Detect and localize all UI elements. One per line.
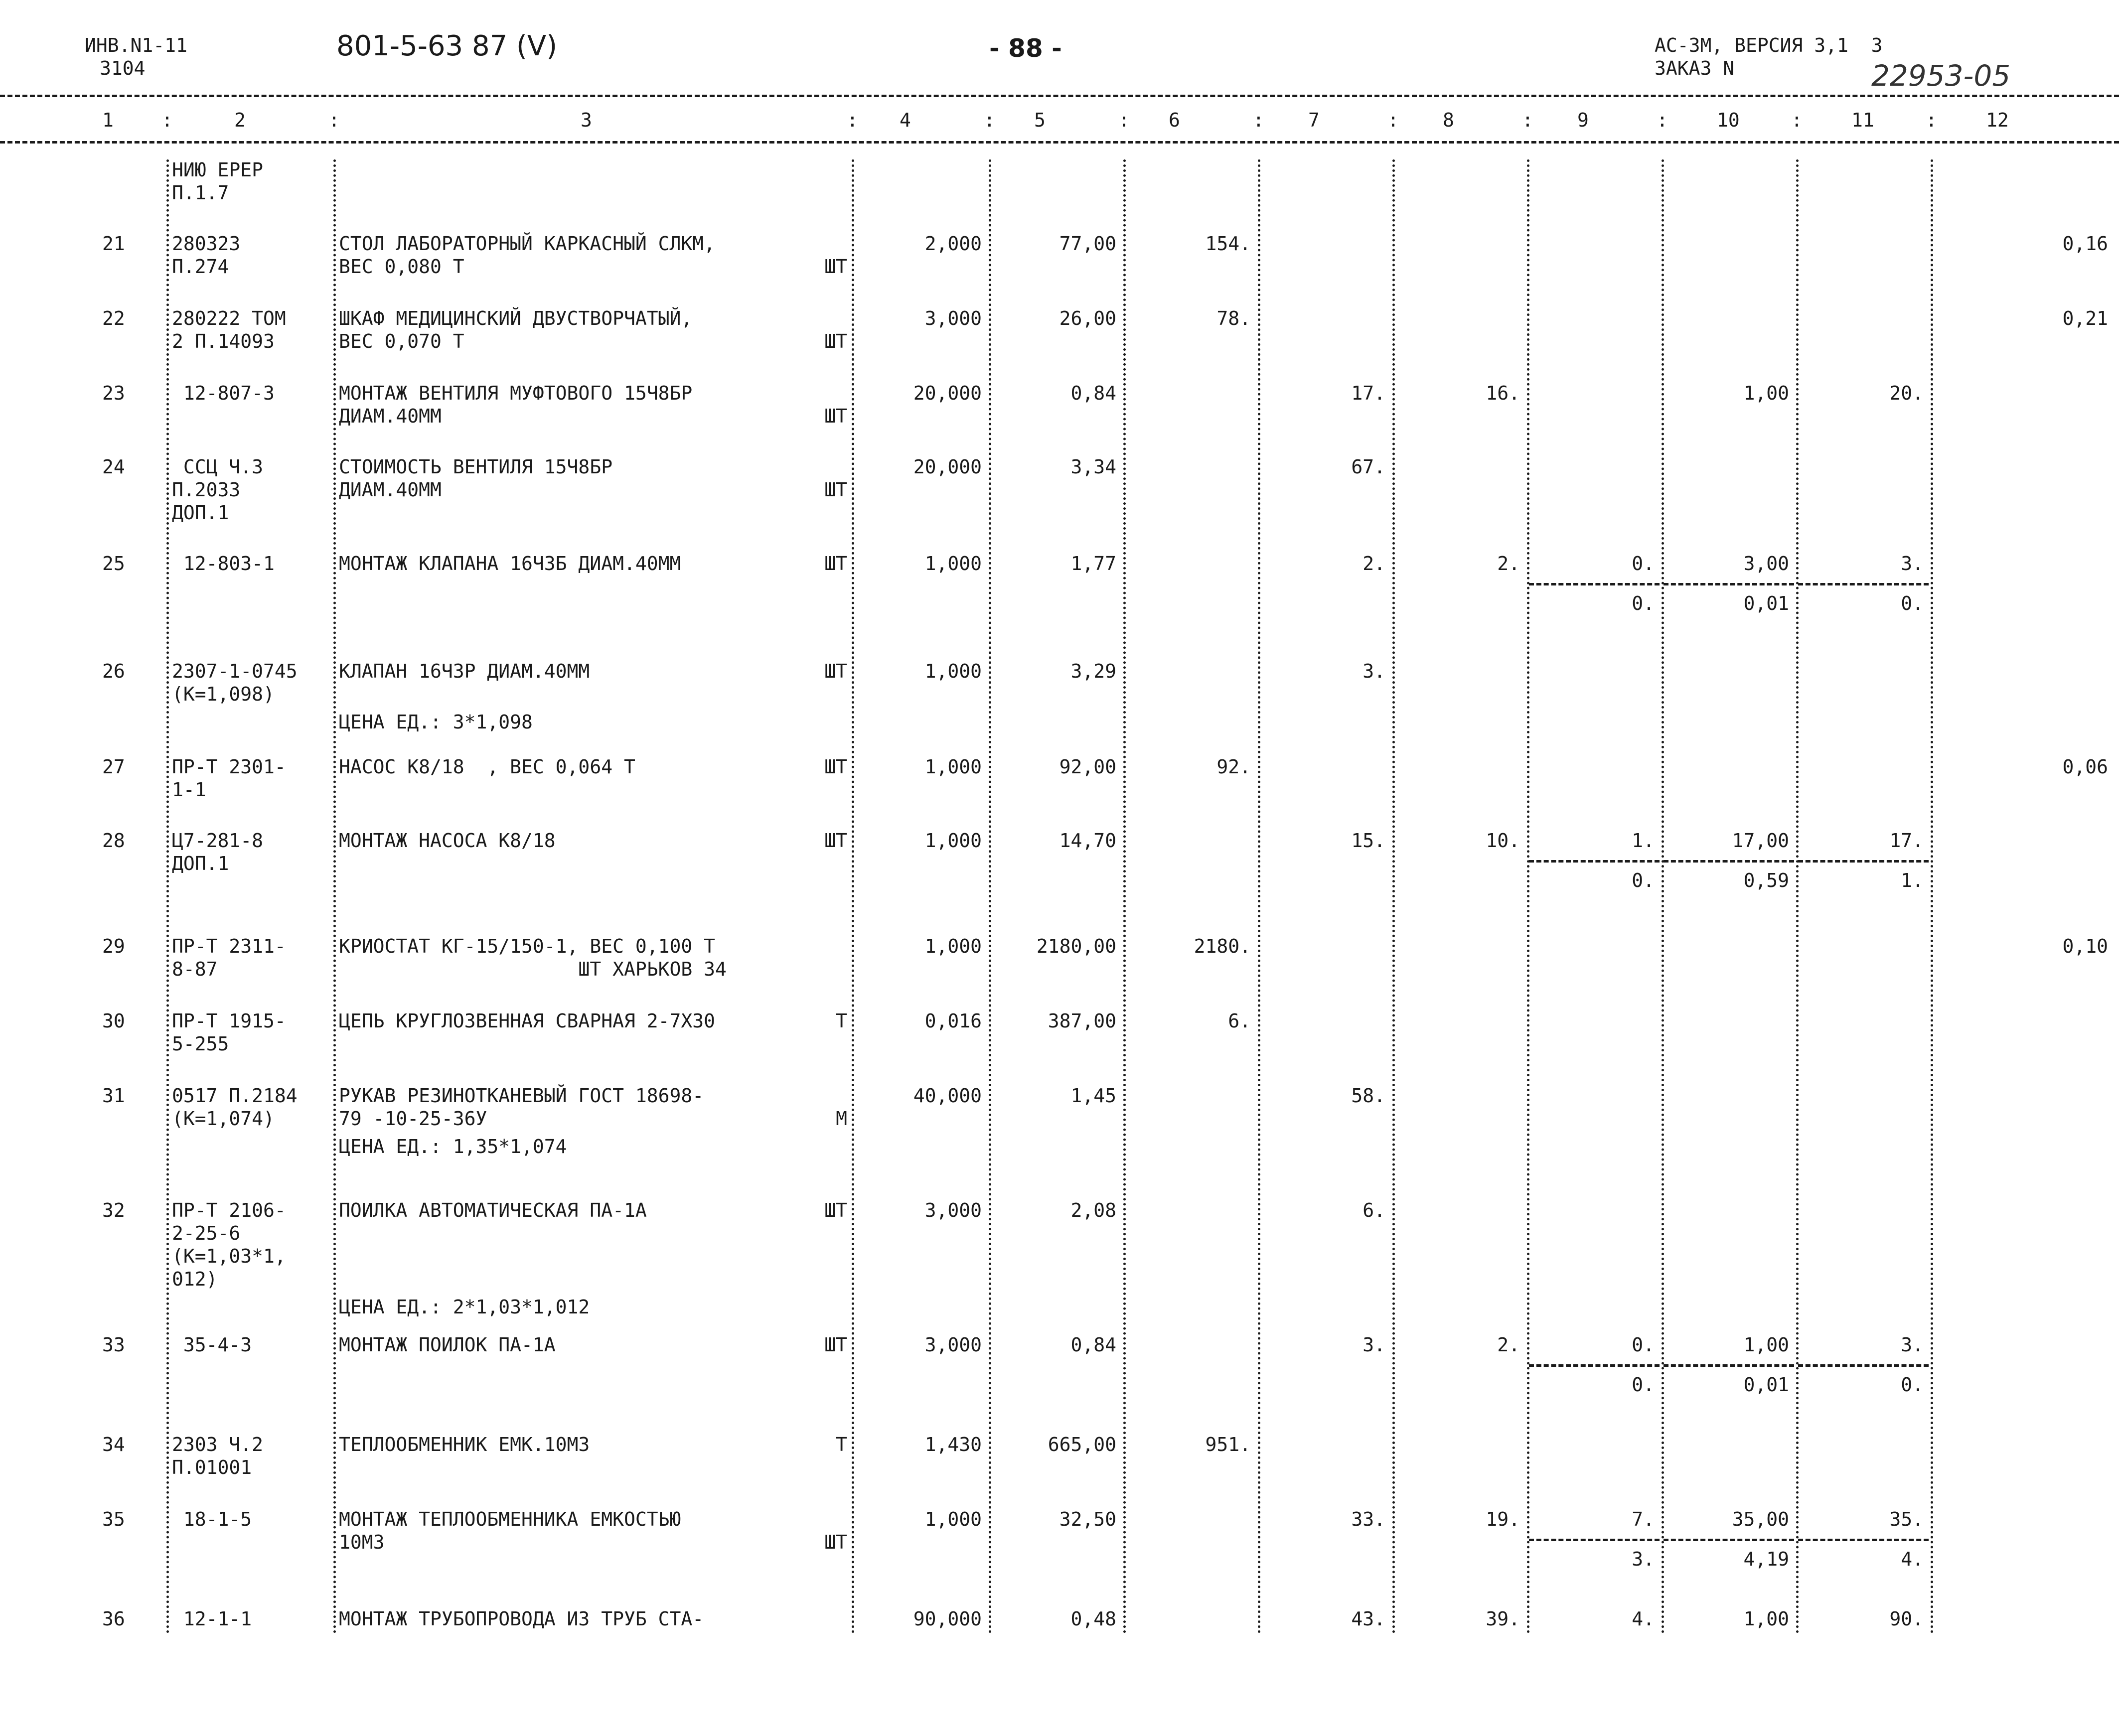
column-separator bbox=[1527, 159, 1529, 1634]
row-c8: 2. bbox=[1497, 553, 1520, 575]
row-c11: 35. bbox=[1889, 1508, 1924, 1530]
row-qty: 1,000 bbox=[924, 935, 982, 957]
row-sub-c10: 0,01 bbox=[1743, 592, 1789, 614]
row-code: ПР-Т 2106- bbox=[172, 1199, 286, 1221]
inventory-label: ИНВ.N1-11 bbox=[85, 34, 187, 56]
row-description: МОНТАЖ ВЕНТИЛЯ МУФТОВОГО 15Ч8БР bbox=[339, 382, 693, 404]
row-qty: 1,000 bbox=[924, 756, 982, 778]
row-c9: 1. bbox=[1632, 830, 1655, 852]
row-price: 14,70 bbox=[1059, 830, 1116, 852]
column-header-11: 11 bbox=[1851, 109, 1874, 131]
column-header-sep: : bbox=[328, 109, 340, 131]
subtotal-divider bbox=[1798, 860, 1929, 863]
row-c7: 3. bbox=[1362, 1334, 1385, 1356]
column-header-9: 9 bbox=[1577, 109, 1589, 131]
row-description: КЛАПАН 16Ч3Р ДИАМ.40ММ bbox=[339, 660, 590, 682]
row-c6: 6. bbox=[1228, 1010, 1251, 1032]
row-description: 10М3 bbox=[339, 1531, 385, 1553]
row-unit: ШТ bbox=[824, 1334, 847, 1356]
document-number: 801-5-63 87 (V) bbox=[336, 30, 558, 62]
row-price: 0,48 bbox=[1070, 1608, 1116, 1630]
row-c12: 0,10 bbox=[2062, 935, 2108, 957]
row-description: ВЕС 0,070 Т bbox=[339, 330, 464, 352]
row-unit: ШТ bbox=[824, 660, 847, 682]
row-c7: 67. bbox=[1351, 456, 1385, 478]
row-price-note: ЦЕНА ЕД.: 3*1,098 bbox=[339, 711, 533, 733]
row-qty: 90,000 bbox=[913, 1608, 982, 1630]
subtotal-divider bbox=[1798, 1364, 1929, 1367]
row-price: 92,00 bbox=[1059, 756, 1116, 778]
row-c12: 0,21 bbox=[2062, 307, 2108, 329]
column-separator bbox=[1796, 159, 1799, 1634]
row-sub-c10: 0,59 bbox=[1743, 869, 1789, 891]
row-c7: 3. bbox=[1362, 660, 1385, 682]
row-code: 2307-1-0745 bbox=[172, 660, 298, 682]
row-price: 3,34 bbox=[1070, 456, 1116, 478]
row-sub-c9: 0. bbox=[1632, 592, 1655, 614]
row-description: ШТ ХАРЬКОВ 34 bbox=[339, 958, 727, 980]
row-code: 280222 ТОМ bbox=[172, 307, 286, 329]
subtotal-divider bbox=[1664, 583, 1794, 585]
row-unit: ШТ bbox=[824, 479, 847, 501]
row-c9: 0. bbox=[1632, 553, 1655, 575]
row-c6: 951. bbox=[1205, 1434, 1251, 1455]
row-c7: 15. bbox=[1351, 830, 1385, 852]
row-description: МОНТАЖ ТЕПЛООБМЕННИКА ЕМКОСТЬЮ bbox=[339, 1508, 681, 1530]
inventory-value: 3104 bbox=[100, 57, 146, 79]
row-description: 79 -10-25-36У bbox=[339, 1108, 487, 1130]
row-code: 012) bbox=[172, 1268, 218, 1290]
row-code: ПР-Т 1915- bbox=[172, 1010, 286, 1032]
row-c7: 33. bbox=[1351, 1508, 1385, 1530]
row-c9: 4. bbox=[1632, 1608, 1655, 1630]
row-c10: 1,00 bbox=[1743, 1334, 1789, 1356]
row-code: 12-807-3 bbox=[172, 382, 275, 404]
row-code: 18-1-5 bbox=[172, 1508, 252, 1530]
column-header-5: 5 bbox=[1034, 109, 1046, 131]
row-price-note: ЦЕНА ЕД.: 1,35*1,074 bbox=[339, 1136, 567, 1157]
row-c11: 17. bbox=[1889, 830, 1924, 852]
row-c11: 20. bbox=[1889, 382, 1924, 404]
column-header-sep: : bbox=[1791, 109, 1803, 131]
row-qty: 1,000 bbox=[924, 660, 982, 682]
row-code: 0517 П.2184 bbox=[172, 1085, 298, 1107]
column-header-sep: : bbox=[1926, 109, 1937, 131]
column-header-sep: : bbox=[1522, 109, 1533, 131]
row-description: ТЕПЛООБМЕННИК ЕМК.10М3 bbox=[339, 1434, 590, 1455]
subtotal-divider bbox=[1529, 860, 1660, 863]
continuation-code: НИЮ ЕРЕР bbox=[172, 159, 264, 181]
row-code: 5-255 bbox=[172, 1033, 229, 1055]
order-label: ЗАКАЗ N bbox=[1655, 57, 1735, 79]
column-separator bbox=[1392, 159, 1395, 1634]
row-unit: ШТ bbox=[824, 756, 847, 778]
subtotal-divider bbox=[1798, 1539, 1929, 1541]
row-c8: 39. bbox=[1486, 1608, 1520, 1630]
row-number: 31 bbox=[102, 1085, 125, 1107]
row-code: 12-1-1 bbox=[172, 1608, 252, 1630]
subtotal-divider bbox=[1798, 583, 1929, 585]
row-c10: 35,00 bbox=[1732, 1508, 1789, 1530]
row-c9: 0. bbox=[1632, 1334, 1655, 1356]
row-qty: 3,000 bbox=[924, 1199, 982, 1221]
row-unit: ШТ bbox=[824, 1531, 847, 1553]
row-code: ПР-Т 2301- bbox=[172, 756, 286, 778]
column-header-sep: : bbox=[1253, 109, 1264, 131]
row-price: 0,84 bbox=[1070, 382, 1116, 404]
row-c11: 90. bbox=[1889, 1608, 1924, 1630]
column-header-1: 1 bbox=[102, 109, 114, 131]
row-code: 12-803-1 bbox=[172, 553, 275, 575]
continuation-code: П.1.7 bbox=[172, 182, 229, 204]
header-divider-top bbox=[0, 95, 2119, 97]
column-header-8: 8 bbox=[1443, 109, 1454, 131]
row-qty: 0,016 bbox=[924, 1010, 982, 1032]
row-number: 26 bbox=[102, 660, 125, 682]
row-code: 2303 Ч.2 bbox=[172, 1434, 264, 1455]
row-c8: 16. bbox=[1486, 382, 1520, 404]
column-header-10: 10 bbox=[1717, 109, 1740, 131]
row-unit: М bbox=[836, 1108, 847, 1130]
row-code: ДОП.1 bbox=[172, 853, 229, 874]
row-sub-c11: 0. bbox=[1901, 1374, 1924, 1396]
row-c7: 17. bbox=[1351, 382, 1385, 404]
row-c7: 58. bbox=[1351, 1085, 1385, 1107]
row-number: 27 bbox=[102, 756, 125, 778]
row-code: 1-1 bbox=[172, 779, 206, 801]
row-sub-c10: 4,19 bbox=[1743, 1548, 1789, 1570]
column-header-3: 3 bbox=[581, 109, 592, 131]
row-sub-c11: 1. bbox=[1901, 869, 1924, 891]
row-c10: 1,00 bbox=[1743, 382, 1789, 404]
column-separator bbox=[166, 159, 169, 1634]
row-c10: 1,00 bbox=[1743, 1608, 1789, 1630]
column-separator bbox=[1662, 159, 1664, 1634]
row-description: НАСОС К8/18 , ВЕС 0,064 Т bbox=[339, 756, 635, 778]
column-header-sep: : bbox=[1118, 109, 1130, 131]
row-code: 35-4-3 bbox=[172, 1334, 252, 1356]
row-unit: ШТ bbox=[824, 330, 847, 352]
row-description: МОНТАЖ КЛАПАНА 16Ч3Б ДИАМ.40ММ bbox=[339, 553, 681, 575]
column-header-sep: : bbox=[1387, 109, 1399, 131]
row-c10: 3,00 bbox=[1743, 553, 1789, 575]
row-price: 1,45 bbox=[1070, 1085, 1116, 1107]
column-separator bbox=[1258, 159, 1260, 1634]
column-separator bbox=[333, 159, 336, 1634]
subtotal-divider bbox=[1664, 1539, 1794, 1541]
row-sub-c11: 4. bbox=[1901, 1548, 1924, 1570]
row-c11: 3. bbox=[1901, 1334, 1924, 1356]
row-c7: 43. bbox=[1351, 1608, 1385, 1630]
row-code: П.01001 bbox=[172, 1456, 252, 1478]
row-qty: 40,000 bbox=[913, 1085, 982, 1107]
row-code: 2-25-6 bbox=[172, 1222, 241, 1244]
column-header-sep: : bbox=[161, 109, 173, 131]
row-c8: 10. bbox=[1486, 830, 1520, 852]
row-unit: Т bbox=[836, 1434, 847, 1455]
row-unit: ШТ bbox=[824, 256, 847, 278]
row-price: 387,00 bbox=[1048, 1010, 1116, 1032]
row-qty: 20,000 bbox=[913, 456, 982, 478]
row-qty: 3,000 bbox=[924, 1334, 982, 1356]
column-separator bbox=[1931, 159, 1933, 1634]
row-price: 32,50 bbox=[1059, 1508, 1116, 1530]
row-description: МОНТАЖ ТРУБОПРОВОДА ИЗ ТРУБ СТА- bbox=[339, 1608, 704, 1630]
row-description: СТОИМОСТЬ ВЕНТИЛЯ 15Ч8БР bbox=[339, 456, 613, 478]
row-number: 36 bbox=[102, 1608, 125, 1630]
row-number: 32 bbox=[102, 1199, 125, 1221]
row-number: 23 bbox=[102, 382, 125, 404]
row-number: 24 bbox=[102, 456, 125, 478]
row-description: ПОИЛКА АВТОМАТИЧЕСКАЯ ПА-1А bbox=[339, 1199, 647, 1221]
subtotal-divider bbox=[1664, 1364, 1794, 1367]
row-unit: Т bbox=[836, 1010, 847, 1032]
row-sub-c9: 3. bbox=[1632, 1548, 1655, 1570]
row-code: 8-87 bbox=[172, 958, 218, 980]
column-separator bbox=[989, 159, 991, 1634]
row-description: МОНТАЖ ПОИЛОК ПА-1А bbox=[339, 1334, 556, 1356]
row-description: ЦЕПЬ КРУГЛОЗВЕННАЯ СВАРНАЯ 2-7Х30 bbox=[339, 1010, 715, 1032]
row-code: 280323 bbox=[172, 233, 241, 255]
row-number: 35 bbox=[102, 1508, 125, 1530]
subtotal-divider bbox=[1529, 1539, 1660, 1541]
row-code: П.274 bbox=[172, 256, 229, 278]
row-description: КРИОСТАТ КГ-15/150-1, ВЕС 0,100 Т bbox=[339, 935, 715, 957]
row-code: ДОП.1 bbox=[172, 502, 229, 524]
row-price: 0,84 bbox=[1070, 1334, 1116, 1356]
system-version: АС-3М, ВЕРСИЯ 3,1 3 bbox=[1655, 34, 1883, 56]
row-c7: 6. bbox=[1362, 1199, 1385, 1221]
column-separator bbox=[1123, 159, 1126, 1634]
column-header-sep: : bbox=[984, 109, 995, 131]
row-price: 2,08 bbox=[1070, 1199, 1116, 1221]
page-number: - 88 - bbox=[989, 34, 1062, 63]
row-number: 22 bbox=[102, 307, 125, 329]
row-number: 34 bbox=[102, 1434, 125, 1455]
column-header-12: 12 bbox=[1986, 109, 2009, 131]
row-description: ДИАМ.40ММ bbox=[339, 479, 442, 501]
column-header-4: 4 bbox=[900, 109, 911, 131]
row-c12: 0,16 bbox=[2062, 233, 2108, 255]
row-unit: ШТ bbox=[824, 1199, 847, 1221]
row-c6: 92. bbox=[1216, 756, 1251, 778]
row-c12: 0,06 bbox=[2062, 756, 2108, 778]
row-c8: 2. bbox=[1497, 1334, 1520, 1356]
row-code: (К=1,098) bbox=[172, 683, 275, 705]
row-sub-c11: 0. bbox=[1901, 592, 1924, 614]
subtotal-divider bbox=[1529, 1364, 1660, 1367]
row-price: 3,29 bbox=[1070, 660, 1116, 682]
row-qty: 2,000 bbox=[924, 233, 982, 255]
row-sub-c9: 0. bbox=[1632, 1374, 1655, 1396]
row-qty: 1,000 bbox=[924, 830, 982, 852]
row-sub-c10: 0,01 bbox=[1743, 1374, 1789, 1396]
row-description: ВЕС 0,080 Т bbox=[339, 256, 464, 278]
row-price: 77,00 bbox=[1059, 233, 1116, 255]
row-qty: 1,000 bbox=[924, 1508, 982, 1530]
row-c11: 3. bbox=[1901, 553, 1924, 575]
row-qty: 1,000 bbox=[924, 553, 982, 575]
row-c8: 19. bbox=[1486, 1508, 1520, 1530]
row-unit: ШТ bbox=[824, 830, 847, 852]
row-price: 665,00 bbox=[1048, 1434, 1116, 1455]
row-description: ДИАМ.40ММ bbox=[339, 405, 442, 427]
column-header-6: 6 bbox=[1169, 109, 1180, 131]
row-qty: 3,000 bbox=[924, 307, 982, 329]
row-description: СТОЛ ЛАБОРАТОРНЫЙ КАРКАСНЫЙ СЛКМ, bbox=[339, 233, 715, 255]
row-c6: 2180. bbox=[1194, 935, 1251, 957]
row-c10: 17,00 bbox=[1732, 830, 1789, 852]
row-c7: 2. bbox=[1362, 553, 1385, 575]
row-number: 25 bbox=[102, 553, 125, 575]
row-unit: ШТ bbox=[824, 405, 847, 427]
row-code: П.2033 bbox=[172, 479, 241, 501]
row-unit: ШТ bbox=[824, 553, 847, 575]
row-price-note: ЦЕНА ЕД.: 2*1,03*1,012 bbox=[339, 1296, 590, 1318]
row-description: ШКАФ МЕДИЦИНСКИЙ ДВУСТВОРЧАТЫЙ, bbox=[339, 307, 693, 329]
row-price: 2180,00 bbox=[1036, 935, 1116, 957]
row-sub-c9: 0. bbox=[1632, 869, 1655, 891]
row-code: 2 П.14093 bbox=[172, 330, 275, 352]
row-code: (К=1,074) bbox=[172, 1108, 275, 1130]
row-description: МОНТАЖ НАСОСА К8/18 bbox=[339, 830, 556, 852]
column-header-7: 7 bbox=[1308, 109, 1320, 131]
column-header-sep: : bbox=[847, 109, 858, 131]
row-code: Ц7-281-8 bbox=[172, 830, 264, 852]
row-c6: 78. bbox=[1216, 307, 1251, 329]
row-price: 26,00 bbox=[1059, 307, 1116, 329]
column-separator bbox=[852, 159, 854, 1634]
row-price: 1,77 bbox=[1070, 553, 1116, 575]
order-number: 22953-05 bbox=[1871, 59, 2011, 93]
header-divider-bottom bbox=[0, 141, 2119, 144]
column-header-2: 2 bbox=[234, 109, 246, 131]
subtotal-divider bbox=[1529, 583, 1660, 585]
row-number: 29 bbox=[102, 935, 125, 957]
row-description: РУКАВ РЕЗИНОТКАНЕВЫЙ ГОСТ 18698- bbox=[339, 1085, 704, 1107]
row-qty: 1,430 bbox=[924, 1434, 982, 1455]
row-code: (К=1,03*1, bbox=[172, 1245, 286, 1267]
row-code: ССЦ Ч.3 bbox=[172, 456, 264, 478]
row-number: 33 bbox=[102, 1334, 125, 1356]
column-header-sep: : bbox=[1657, 109, 1668, 131]
row-number: 30 bbox=[102, 1010, 125, 1032]
row-number: 28 bbox=[102, 830, 125, 852]
row-c9: 7. bbox=[1632, 1508, 1655, 1530]
row-number: 21 bbox=[102, 233, 125, 255]
row-qty: 20,000 bbox=[913, 382, 982, 404]
row-code: ПР-Т 2311- bbox=[172, 935, 286, 957]
row-c6: 154. bbox=[1205, 233, 1251, 255]
subtotal-divider bbox=[1664, 860, 1794, 863]
